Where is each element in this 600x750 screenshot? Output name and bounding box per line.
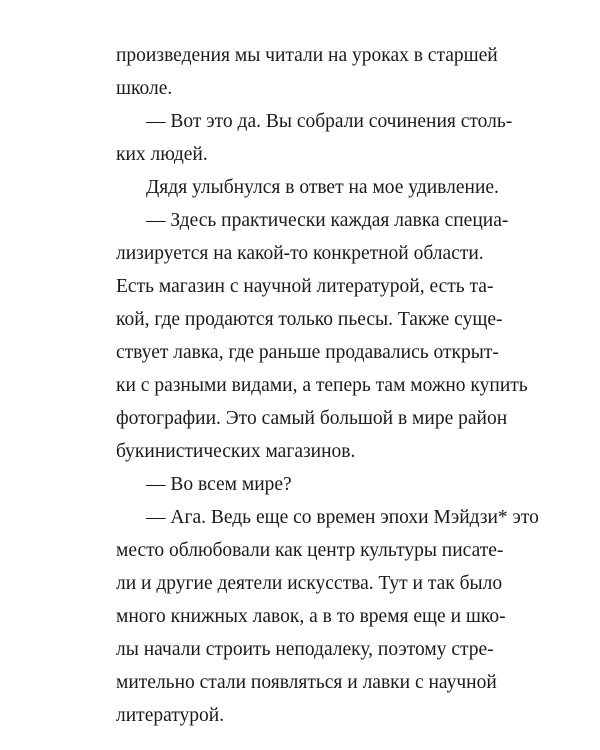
text-line: школе. (116, 78, 173, 99)
text-line: — Ага. Ведь еще со времен эпохи Мэйдзи* это (146, 507, 539, 528)
text-line: кой, где продаются только пьесы. Также суще- (116, 309, 503, 330)
text-line: — Здесь практически каждая лавка специа- (146, 210, 509, 231)
text-line: произведения мы читали на уроках в старшей (116, 45, 498, 66)
text-line: место облюбовали как центр культуры писате- (116, 540, 504, 561)
text-line: фотографии. Это самый большой в мире район (116, 408, 508, 429)
text-line: — Во всем мире? (146, 474, 292, 495)
text-line: ли и другие деятели искусства. Тут и так было (116, 573, 503, 594)
text-line: Дядя улыбнулся в ответ на мое удивление. (146, 177, 499, 198)
text-line: литературой. (116, 705, 225, 726)
text-line: ких людей. (116, 144, 208, 165)
text-line: Есть магазин с научной литературой, есть та- (116, 276, 494, 297)
text-line: мительно стали появляться и лавки с научной (116, 672, 497, 693)
text-line: лизируется на какой-то конкретной области. (116, 243, 484, 264)
text-line: ки с разными видами, а теперь там можно купить (116, 375, 528, 396)
text-line: букинистических магазинов. (116, 441, 356, 462)
text-line: лы начали строить неподалеку, поэтому стре- (116, 639, 494, 660)
text-line: ствует лавка, где раньше продавались открыт- (116, 342, 499, 363)
text-line: — Вот это да. Вы собрали сочинения столь- (146, 111, 513, 132)
text-line: много книжных лавок, а в то время еще и шко- (116, 606, 506, 627)
